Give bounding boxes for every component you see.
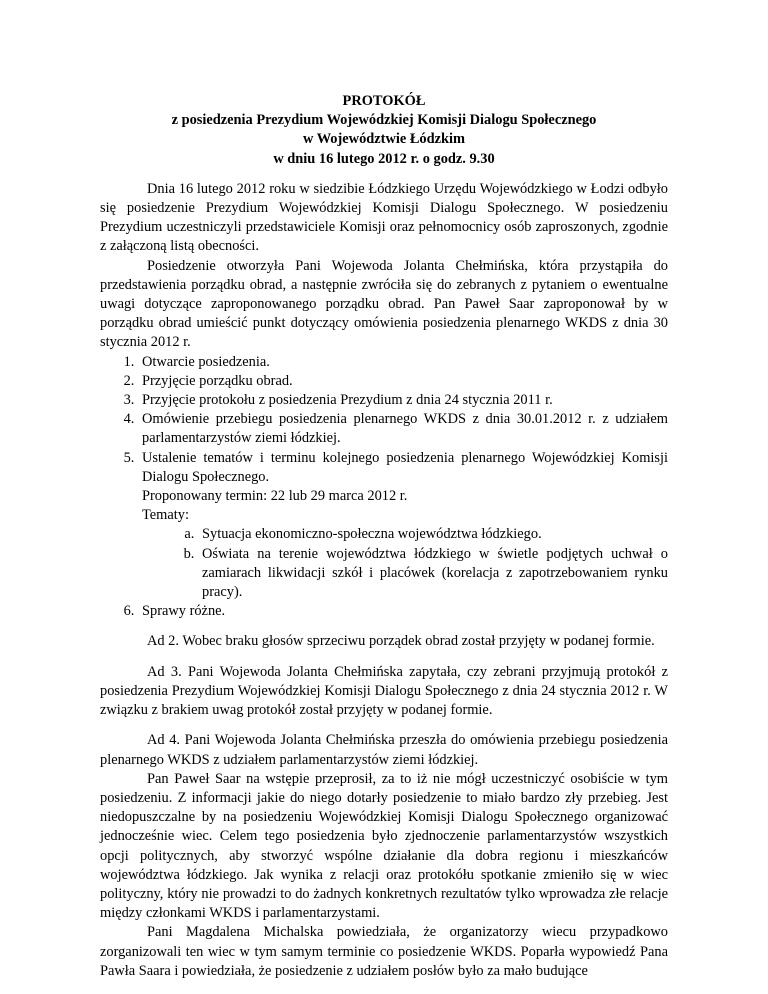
document-title xyxy=(100,92,668,169)
section-ad4-paragraph-1: Ad 4. Pani Wojewoda Jolanta Chełmińska przeszła do omówienia przebiegu posiedzenia plenarnego WKDS z udziałem parlamentarzystów ziemi łódzkiej. xyxy=(100,732,668,768)
topic-item: a. Sytuacja ekonomiczno-społeczna województwa łódzkiego. xyxy=(198,525,668,544)
agenda-item: 1. Otwarcie posiedzenia. xyxy=(138,353,668,372)
section-ad4-paragraph-2: Pan Paweł Saar na wstępie przeprosił, za to iż nie mógł uczestniczyć osobiście w tym posiedzeniu. Z informacji jakie do niego dotarły posiedzenie to miało bardzo zły przebieg. Jest niedopuszczalne by na posiedzeniu Wojewódzkiej Komisji Dialogu Społecznego organizować jednocześnie wiec. Celem tego posiedzenia było zjednoczenie parlamentarzystów wszystkich opcji politycznych, aby stworzyć wspólne działanie dla dobra regionu i mieszkańców województwa łódzkiego. Jak wynika z relacji oraz protokółu spotkanie zmieniło się w wiec polityczny, który nie prowadzi to do żadnych konkretnych rezultatów tylko wprowadza złe relacje między członkami WKDS i parlamentarzystami. xyxy=(100,770,668,922)
agenda-item: 6. Sprawy różne. xyxy=(138,602,668,621)
title-line-date: w dniu 16 lutego 2012 r. o godz. 9.30 xyxy=(273,150,495,167)
proposed-term: Proponowany termin: 22 lub 29 marca 2012 r. xyxy=(142,488,408,505)
section-ad2: Ad 2. Wobec braku głosów sprzeciwu porządek obrad został przyjęty w podanej formie. xyxy=(147,633,655,650)
intro-paragraph-1: Dnia 16 lutego 2012 roku w siedzibie Łódzkiego Urzędu Wojewódzkiego w Łodzi odbyło się posiedzenie Prezydium Wojewódzkiej Komisji Dialogu Społecznego. W posiedzeniu Prezydium uczestniczyli przedstawiciele Komisji oraz pełnomocnicy osób zaproszonych, zgodnie z załączoną listą obecności. xyxy=(100,180,668,255)
topics-list xyxy=(142,525,668,602)
agenda-item: 2. Przyjęcie porządku obrad. xyxy=(138,372,668,391)
section-ad3: Ad 3. Pani Wojewoda Jolanta Chełmińska zapytała, czy zebrani przyjmują protokół z posiedzenia Prezydium Wojewódzkiej Komisji Dialogu Społecznego z dnia 24 stycznia 2012 r. W związku z brakiem uwag protokół został przyjęty w podanej formie. xyxy=(100,663,668,719)
title-line-region: w Województwie Łódzkim xyxy=(302,131,466,148)
document-page xyxy=(100,92,668,981)
agenda-item: 3. Przyjęcie protokołu z posiedzenia Prezydium z dnia 24 stycznia 2011 r. xyxy=(138,391,668,410)
agenda-list xyxy=(100,353,668,622)
section-ad4-paragraph-3: Pani Magdalena Michalska powiedziała, że organizatorzy wiecu przypadkowo zorganizowali ten wiec w tym samym terminie co posiedzenie WKDS. Poparła wypowiedź Pana Pawła Saara i powiedziała, że posiedzenie z udziałem posłów było za mało budujące xyxy=(100,924,668,979)
topics-label: Tematy: xyxy=(142,507,189,524)
intro-paragraph-2: Posiedzenie otworzyła Pani Wojewoda Jolanta Chełmińska, która przystąpiła do przedstawienia porządku obrad, a następnie zwróciła się do zebranych z pytaniem o ewentualne uwagi dotyczące zaproponowanego porządku obrad. Pan Paweł Saar zaproponował by w porządku obrad umieścić punkt dotyczący omówienia posiedzenia plenarnego WKDS z dnia 30 stycznia 2012 r. xyxy=(100,257,668,351)
agenda-item: 5. Ustalenie tematów i terminu kolejnego posiedzenia plenarnego Wojewódzkiej Komisji Dialogu Społecznego. Proponowany termin: 22 lub 29 marca 2012 r. Tematy: a. Sytuacja ekonomiczno-społeczna województwa łódzkiego. b. Oświata na terenie województwa łódzkiego w świetle podjętych uchwał o zamiarach likwidacji szkół i placówek (korelacja z zapotrzebowaniem rynku pracy). xyxy=(138,449,668,603)
agenda-item: 4. Omówienie przebiegu posiedzenia plenarnego WKDS z dnia 30.01.2012 r. z udziałem parlamentarzystów ziemi łódzkiej. xyxy=(138,410,668,448)
title-line-protokol: PROTOKÓŁ xyxy=(342,93,426,109)
title-line-meeting: z posiedzenia Prezydium Wojewódzkiej Komisji Dialogu Społecznego xyxy=(171,112,597,129)
topic-item: b. Oświata na terenie województwa łódzkiego w świetle podjętych uchwał o zamiarach likwidacji szkół i placówek (korelacja z zapotrzebowaniem rynku pracy). xyxy=(198,545,668,603)
